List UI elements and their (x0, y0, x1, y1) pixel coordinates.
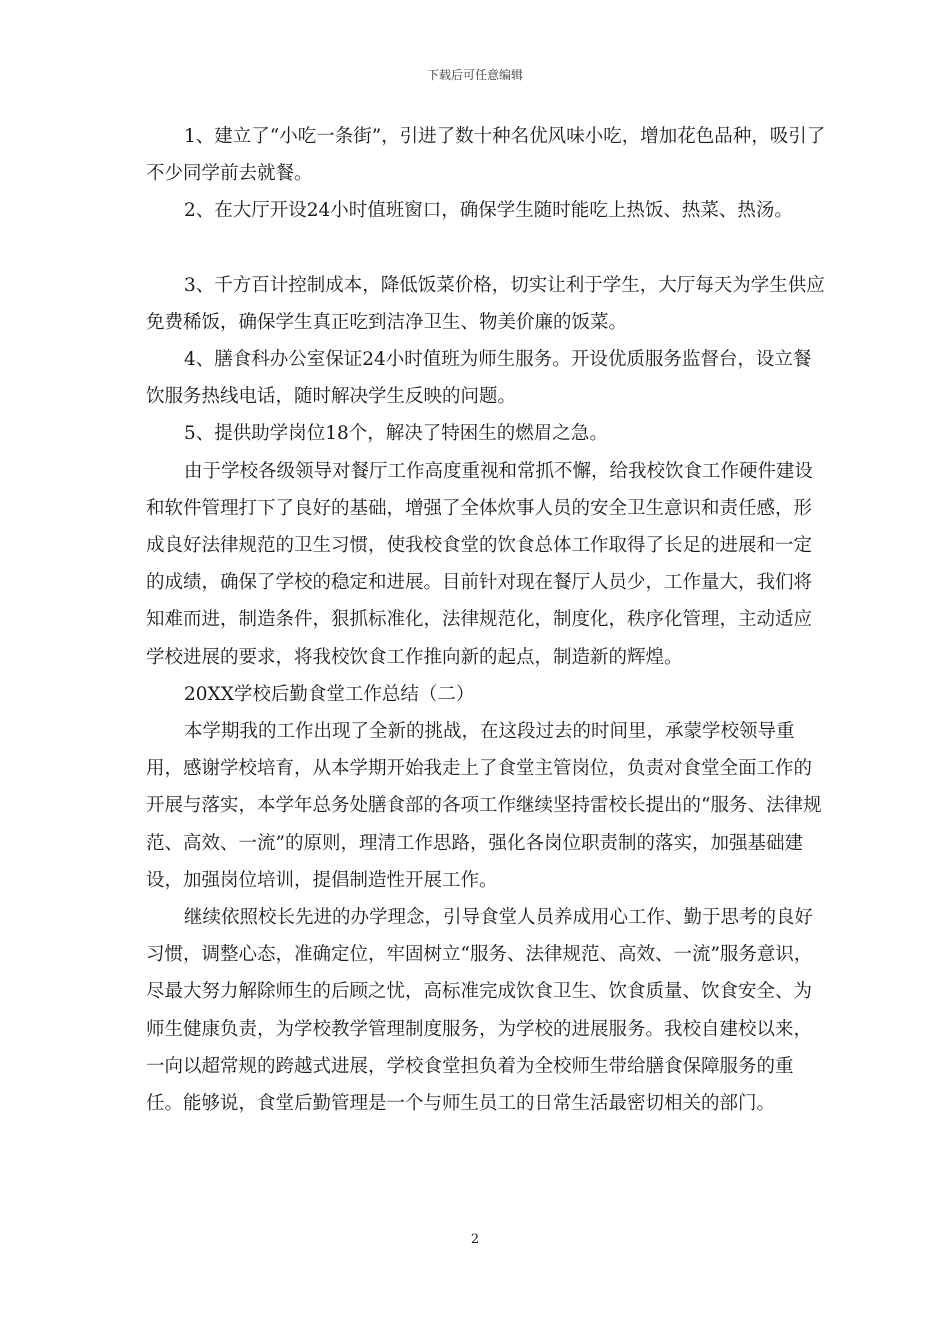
page-header-note: 下载后可任意编辑 (426, 68, 523, 82)
paragraph-philosophy: 继续依照校长先进的办学理念，引导食堂人员养成用心工作、勤于思考的良好习惯，调整心态，准确定位，牢固树立“服务、法律规范、高效、一流”服务意识，尽最大努力解除师生的后顾之忧，高标准完成饮食卫生、饮食质量、饮食安全、为师生健康负责，为学校教学管理制度服务，为学校的进展服务。我校自建校以来，一向以超常规的跨越式进展，学校食堂担负着为全校师生带给膳食保障服务的重任。能够说，食堂后勤管理是一个与师生员工的日常生活最密切相关的部门。 (146, 907, 814, 1115)
paragraph-semester: 本学期我的工作出现了全新的挑战，在这段过去的时间里，承蒙学校领导重用，感谢学校培育，从本学期开始我走上了食堂主管岗位，负责对食堂全面工作的开展与落实，本学年总务处膳食部的各项工作继续坚持雷校长提出的“服务、法律规范、高效、一流”的原则，理清工作思路，强化各岗位职责制的落实，加强基础建设，加强岗位培训，提倡制造性开展工作。 (146, 721, 822, 891)
page-number: 2 (470, 1232, 480, 1247)
document-body (146, 118, 826, 1122)
paragraph-item-3: 3、千方百计控制成本，降低饭菜价格，切实让利于学生，大厅每天为学生供应免费稀饭，确保学生真正吃到洁净卫生、物美价廉的饭菜。 (146, 274, 825, 333)
paragraph-summary: 由于学校各级领导对餐厅工作高度重视和常抓不懈，给我校饮食工作硬件建设和软件管理打下了良好的基础，增强了全体炊事人员的安全卫生意识和责任感，形成良好法律规范的卫生习惯，使我校食堂的饮食总体工作取得了长足的进展和一定的成绩，确保了学校的稳定和进展。目前针对现在餐厅人员少，工作量大，我们将知难而进，制造条件，狠抓标准化，法律规范化，制度化，秩序化管理，主动适应学校进展的要求，将我校饮食工作推向新的起点，制造新的辉煌。 (146, 460, 814, 668)
paragraph-item-2: 2、在大厅开设24小时值班窗口，确保学生随时能吃上热饭、热菜、热汤。 (184, 200, 793, 222)
paragraph-item-4: 4、膳食科办公室保证24小时值班为师生服务。开设优质服务监督台，设立餐饮服务热线电话，随时解决学生反映的问题。 (146, 349, 812, 408)
paragraph-item-5: 5、提供助学岗位18个，解决了特困生的燃眉之急。 (184, 423, 608, 445)
section-title: 20XX学校后勤食堂工作总结（二） (184, 683, 475, 705)
paragraph-item-1: 1、建立了“小吃一条街”，引进了数十种名优风味小吃，增加花色品种，吸引了不少同学前去就餐。 (146, 126, 826, 185)
